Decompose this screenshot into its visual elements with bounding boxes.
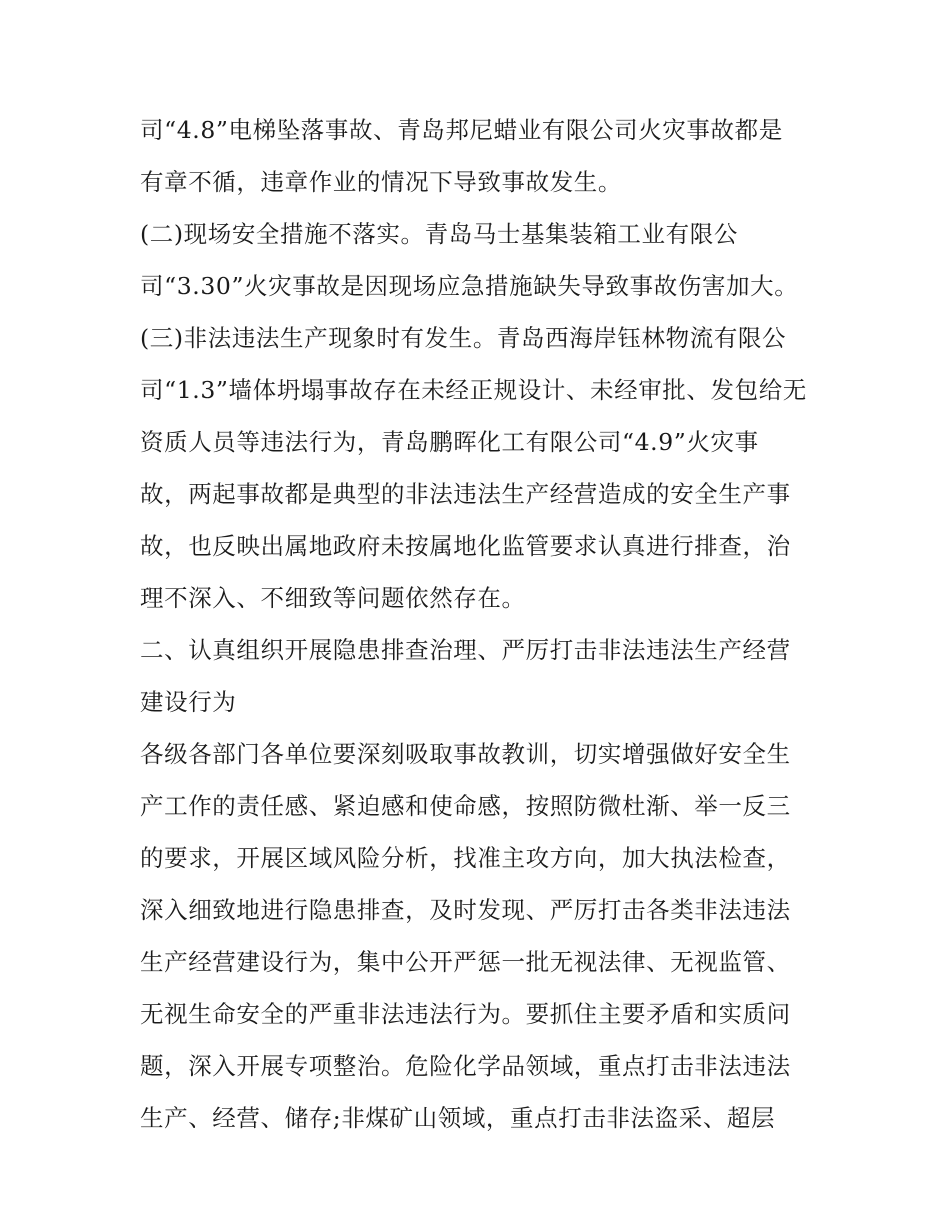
text-line: 司“4.8”电梯坠落事故、青岛邦尼蜡业有限公司火灾事故都是 (140, 116, 783, 144)
text-line: 有章不循，违章作业的情况下导致事故发生。 (140, 168, 622, 196)
text-line: (二)现场安全措施不落实。青岛马士基集装箱工业有限公 (140, 220, 738, 248)
text-line: 的要求，开展区域风险分析，找准主攻方向，加大执法检查， (140, 844, 791, 872)
text-line: 无视生命安全的严重非法违法行为。要抓住主要矛盾和实质问 (140, 1000, 791, 1028)
document-body (140, 108, 820, 1148)
text-line: (三)非法违法生产现象时有发生。青岛西海岸钰林物流有限公 (140, 324, 787, 352)
text-line: 深入细致地进行隐患排查，及时发现、严厉打击各类非法违法 (140, 896, 791, 924)
text-line: 产工作的责任感、紧迫感和使命感，按照防微杜渐、举一反三 (140, 792, 791, 820)
section-heading-line: 二、认真组织开展隐患排查治理、严厉打击非法违法生产经营 (140, 636, 791, 664)
text-line: 生产经营建设行为，集中公开严惩一批无视法律、无视监管、 (140, 948, 791, 976)
text-line: 故，两起事故都是典型的非法违法生产经营造成的安全生产事 (140, 480, 791, 508)
text-line: 故，也反映出属地政府未按属地化监管要求认真进行排查，治 (140, 532, 791, 560)
text-line: 题，深入开展专项整治。危险化学品领域，重点打击非法违法 (140, 1052, 791, 1080)
text-line: 司“1.3”墙体坍塌事故存在未经正规设计、未经审批、发包给无 (140, 376, 807, 404)
text-line: 资质人员等违法行为，青岛鹏晖化工有限公司“4.9”火灾事 (140, 428, 759, 456)
text-line: 各级各部门各单位要深刻吸取事故教训，切实增强做好安全生 (140, 740, 791, 768)
text-line: 理不深入、不细致等问题依然存在。 (140, 584, 526, 612)
section-heading-line: 建设行为 (140, 688, 237, 716)
text-line: 司“3.30”火灾事故是因现场应急措施缺失导致事故伤害加大。 (140, 272, 799, 300)
text-line: 生产、经营、储存;非煤矿山领域，重点打击非法盗采、超层 (140, 1104, 776, 1132)
